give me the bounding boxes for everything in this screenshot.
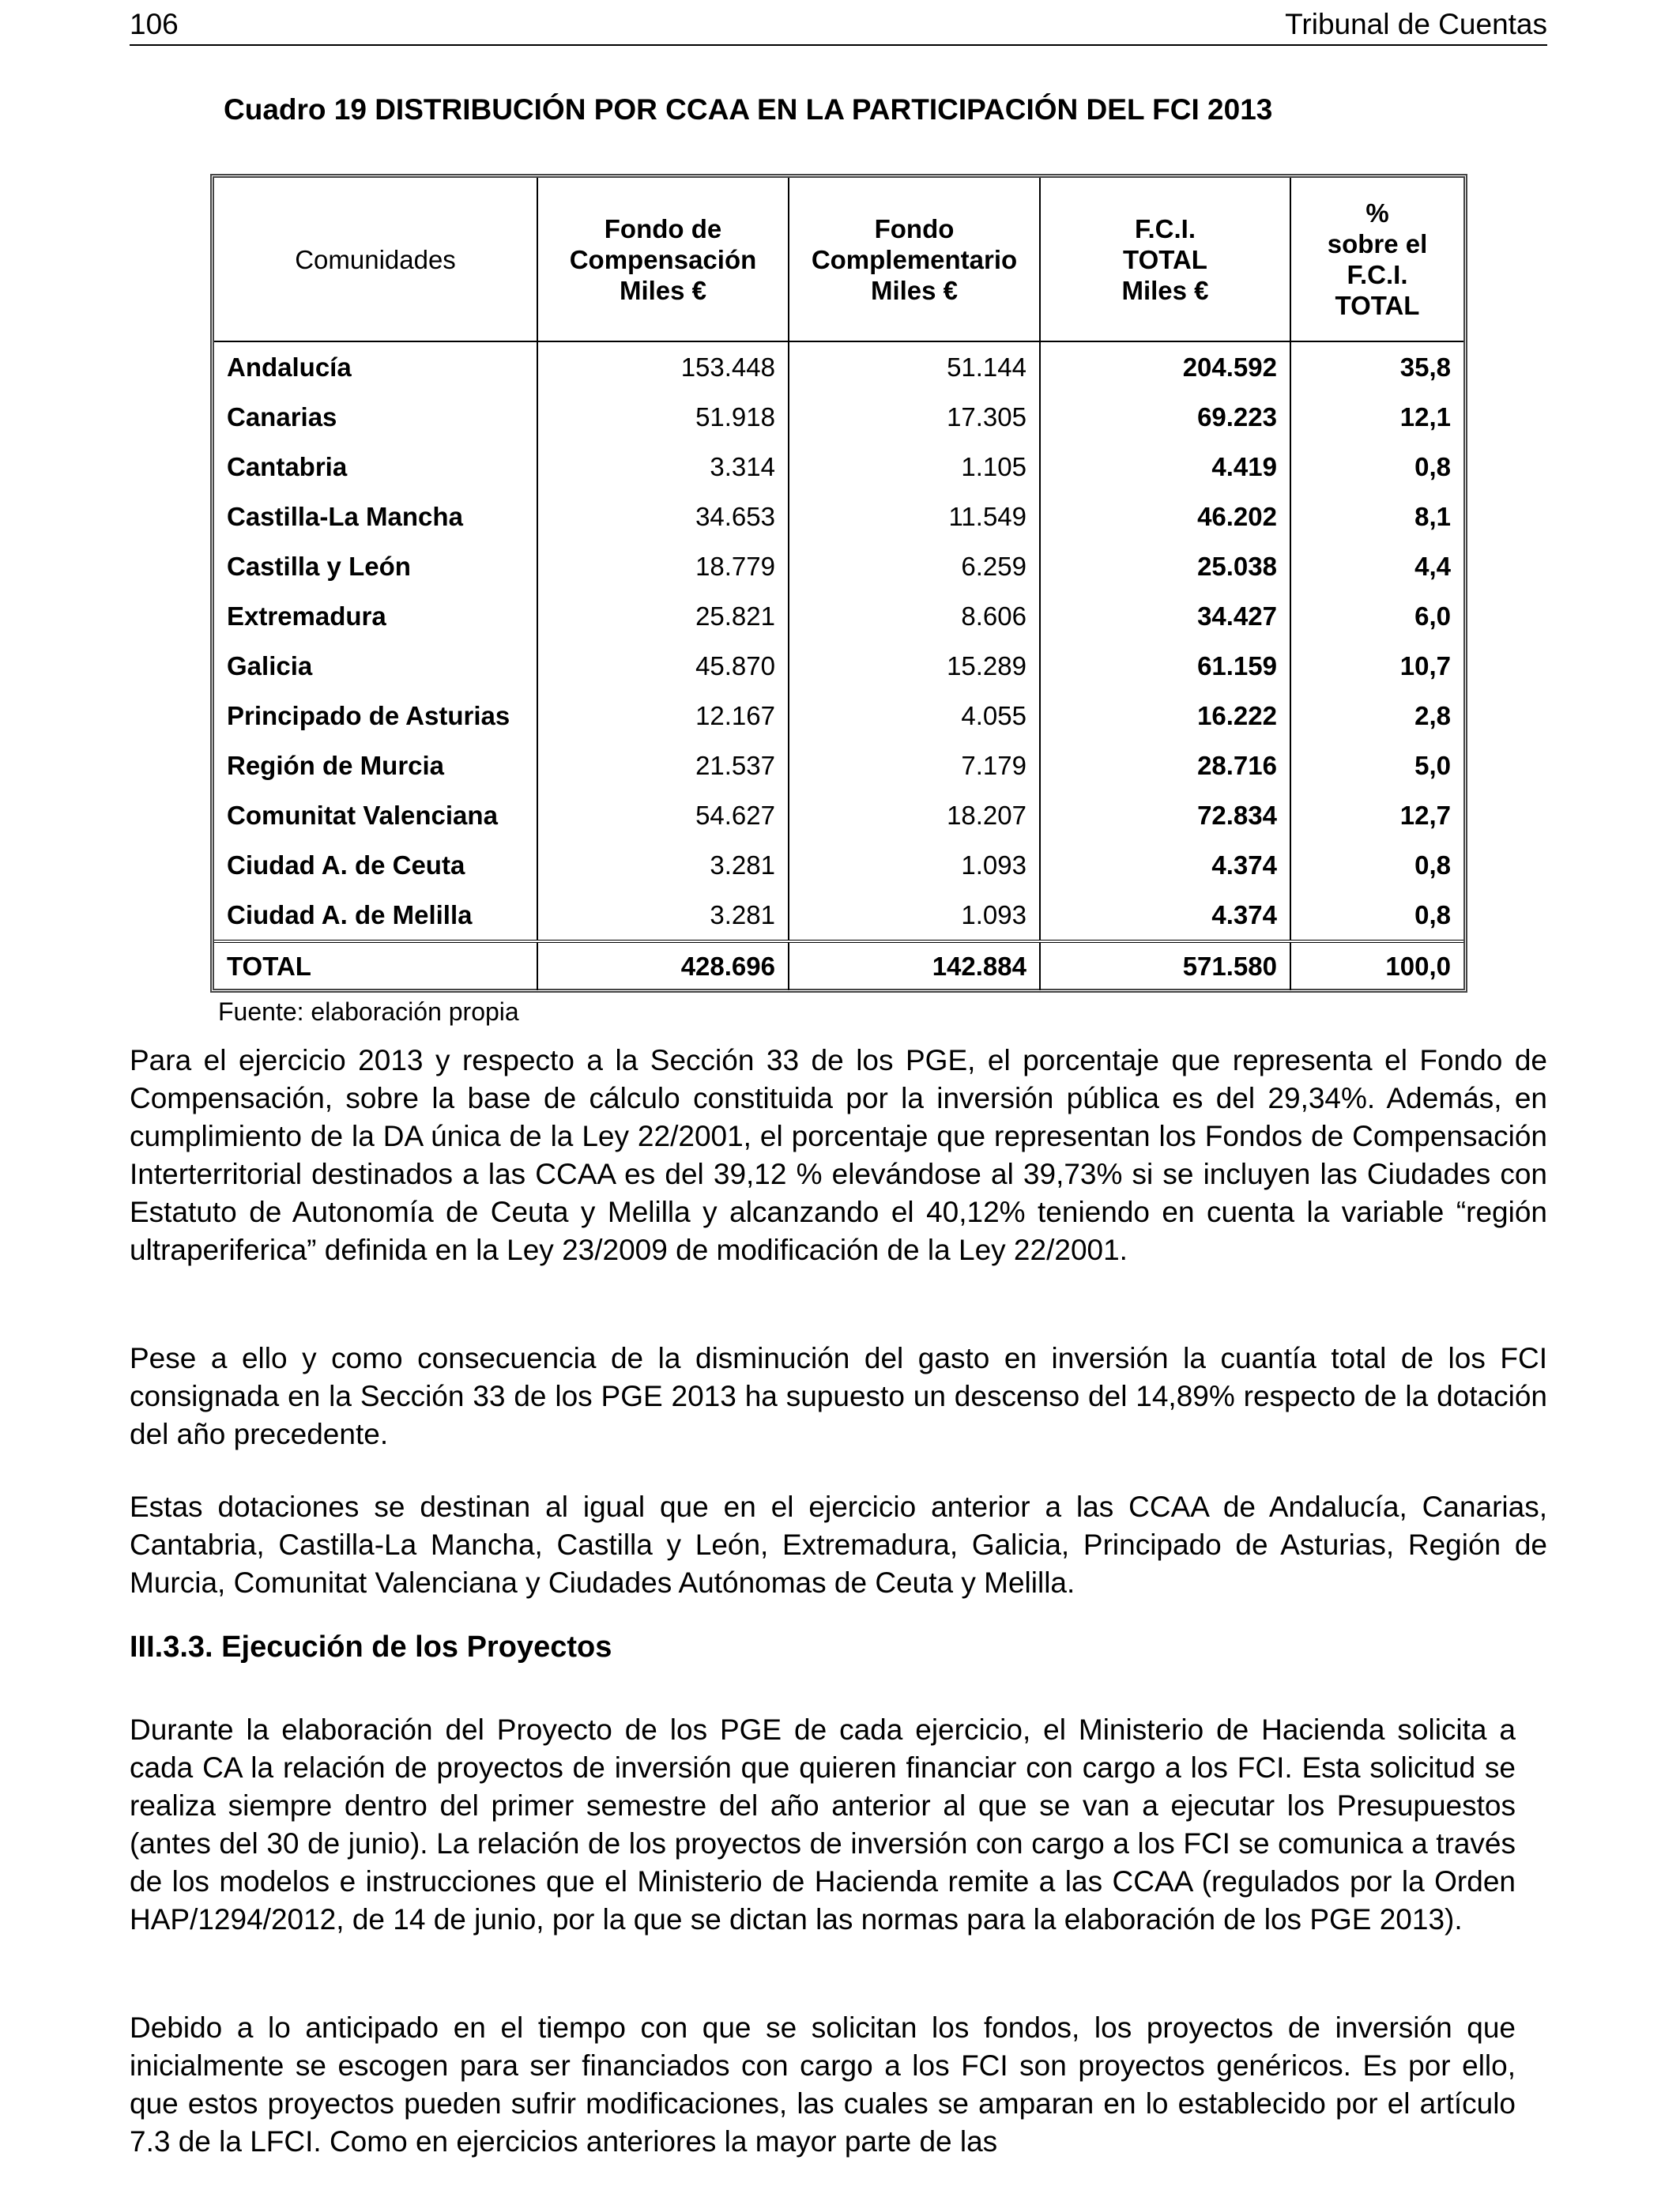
cell-percent: 35,8 — [1290, 341, 1463, 392]
cell-fondo-complementario: 51.144 — [789, 341, 1040, 392]
cell-fondo-complementario: 17.305 — [789, 392, 1040, 442]
fci-distribution-table — [210, 174, 1467, 993]
header-line: F.C.I. — [1134, 213, 1196, 243]
header-line: TOTAL — [1123, 244, 1207, 274]
header-line: F.C.I. — [1347, 260, 1408, 289]
header-line: Compensación — [569, 244, 757, 274]
table-row — [214, 341, 1463, 392]
header-comunidades: Comunidades — [214, 178, 537, 341]
table-row — [214, 840, 1463, 890]
cell-fci-total: 61.159 — [1040, 641, 1290, 691]
body-paragraph: Pese a ello y como consecuencia de la disminución del gasto en inversión la cuantía total de los FCI consignada en la Sección 33 de los PGE 2013 ha supuesto un descenso del 14,89% respecto de la dotación del año precedente. — [130, 1342, 1547, 1450]
header-line: Miles € — [870, 275, 959, 305]
table-row — [214, 741, 1463, 790]
cell-fondo-complementario: 4.055 — [789, 691, 1040, 741]
cell-total-complementario: 142.884 — [789, 941, 1040, 990]
cell-fondo-complementario: 1.105 — [789, 442, 1040, 492]
cell-fondo-complementario: 15.289 — [789, 641, 1040, 691]
body-paragraph: Debido a lo anticipado en el tiempo con que se solicitan los fondos, los proyectos de inversión que inicialmente se escogen para ser financiados con cargo a los FCI son proyectos genéricos. Es por ello, que estos proyectos pueden sufrir modificaciones, las cuales se amparan en lo establecido por el artículo 7.3 de la LFCI. Como en ejercicios anteriores la mayor parte de las — [130, 2011, 1516, 2158]
cell-fondo-compensacion: 3.281 — [537, 840, 789, 890]
cell-percent: 6,0 — [1290, 591, 1463, 641]
table-row — [214, 541, 1463, 591]
cell-percent: 0,8 — [1290, 890, 1463, 941]
body-paragraph: Estas dotaciones se destinan al igual que en el ejercicio anterior a las CCAA de Andalucía, Canarias, Cantabria, Castilla-La Mancha, Castilla y León, Extremadura, Galicia, Principado de Asturias, Región de Murcia, Comunitat Valenciana y Ciudades Autónomas de Ceuta y Melilla. — [130, 1491, 1547, 1599]
cell-comunidad: Ciudad A. de Ceuta — [227, 850, 465, 880]
cell-total-fci: 571.580 — [1040, 941, 1290, 990]
cell-fondo-complementario: 11.549 — [789, 492, 1040, 541]
cell-percent: 12,7 — [1290, 790, 1463, 840]
cell-comunidad: Andalucía — [227, 352, 352, 382]
cell-fondo-complementario: 1.093 — [789, 890, 1040, 941]
cell-fondo-complementario: 6.259 — [789, 541, 1040, 591]
cell-comunidad: Castilla-La Mancha — [227, 501, 463, 531]
table-row — [214, 641, 1463, 691]
cell-total-label: TOTAL — [214, 941, 537, 990]
cell-percent: 12,1 — [1290, 392, 1463, 442]
cell-fci-total: 4.374 — [1040, 840, 1290, 890]
cell-fci-total: 204.592 — [1040, 341, 1290, 392]
cell-fci-total: 28.716 — [1040, 741, 1290, 790]
body-paragraph: Para el ejercicio 2013 y respecto a la Sección 33 de los PGE, el porcentaje que representa el Fondo de Compensación, sobre la base de cálculo constituida por la inversión pública es del 29,34%. Además, en cumplimiento de la DA única de la Ley 22/2001, el porcentaje que representan los Fondos de Compensación Interterritorial destinados a las CCAA es del 39,12 % elevándose al 39,73% si se incluyen las Ciudades con Estatuto de Autonomía de Ceuta y Melilla y alcanzando el 40,12% teniendo en cuenta la variable “región ultraperiferica” definida en la Ley 23/2009 de modificación de la Ley 22/2001. — [130, 1044, 1547, 1266]
cell-fci-total: 34.427 — [1040, 591, 1290, 641]
body-paragraph: Durante la elaboración del Proyecto de los PGE de cada ejercicio, el Ministerio de Hacienda solicita a cada CA la relación de proyectos de inversión que quieren financiar con cargo a los FCI. Esta solicitud se realiza siempre dentro del primer semestre del año anterior al que se van a ejecutar los Presupuestos (antes del 30 de junio). La relación de los proyectos de inversión con cargo a los FCI se comunica a través de los modelos e instrucciones que el Ministerio de Hacienda remite a las CCAA (regulados por la Orden HAP/1294/2012, de 14 de junio, por la que se dictan las normas para la elaboración de los PGE 2013). — [130, 1713, 1516, 1936]
cell-total-compensacion: 428.696 — [537, 941, 789, 990]
table-row — [214, 691, 1463, 741]
cell-comunidad: Principado de Asturias — [227, 700, 510, 730]
table-row — [214, 591, 1463, 641]
cell-comunidad: Galicia — [227, 650, 313, 680]
header-line: Miles € — [619, 275, 707, 305]
header-line: Miles € — [1121, 275, 1209, 305]
table-row — [214, 392, 1463, 442]
cell-fci-total: 72.834 — [1040, 790, 1290, 840]
cell-fondo-compensacion: 45.870 — [537, 641, 789, 691]
header-line: sobre el — [1327, 229, 1428, 258]
table-row — [214, 492, 1463, 541]
cell-fci-total: 69.223 — [1040, 392, 1290, 442]
cell-percent: 0,8 — [1290, 840, 1463, 890]
cell-fondo-compensacion: 153.448 — [537, 341, 789, 392]
header-fondo-complementario — [789, 178, 1040, 341]
cell-fondo-compensacion: 54.627 — [537, 790, 789, 840]
cell-fondo-complementario: 18.207 — [789, 790, 1040, 840]
header-organization: Tribunal de Cuentas — [1285, 8, 1547, 40]
table-header-row — [214, 178, 1463, 341]
cell-fondo-complementario: 7.179 — [789, 741, 1040, 790]
cell-fci-total: 4.419 — [1040, 442, 1290, 492]
cell-percent: 2,8 — [1290, 691, 1463, 741]
cell-fci-total: 4.374 — [1040, 890, 1290, 941]
table-caption: Cuadro 19 DISTRIBUCIÓN POR CCAA EN LA PARTICIPACIÓN DEL FCI 2013 — [224, 93, 1273, 126]
cell-comunidad: Canarias — [227, 401, 337, 432]
cell-percent: 10,7 — [1290, 641, 1463, 691]
table-total-row — [214, 941, 1463, 990]
cell-fondo-compensacion: 3.314 — [537, 442, 789, 492]
cell-comunidad: Ciudad A. de Melilla — [227, 899, 473, 929]
table-row — [214, 890, 1463, 941]
cell-fondo-compensacion: 21.537 — [537, 741, 789, 790]
section-heading: III.3.3. Ejecución de los Proyectos — [130, 1630, 612, 1664]
cell-fci-total: 16.222 — [1040, 691, 1290, 741]
header-line: Complementario — [811, 244, 1018, 274]
cell-comunidad: Extremadura — [227, 601, 386, 631]
table-row — [214, 790, 1463, 840]
header-fondo-compensacion — [537, 178, 789, 341]
cell-total-percent: 100,0 — [1290, 941, 1463, 990]
table-source-note: Fuente: elaboración propia — [218, 997, 519, 1026]
cell-fci-total: 25.038 — [1040, 541, 1290, 591]
header-percent — [1290, 178, 1463, 341]
header-line: % — [1365, 198, 1389, 228]
cell-fondo-complementario: 1.093 — [789, 840, 1040, 890]
header-line: Fondo de — [604, 213, 722, 243]
cell-fondo-compensacion: 3.281 — [537, 890, 789, 941]
cell-comunidad: Cantabria — [227, 451, 348, 481]
cell-fondo-compensacion: 25.821 — [537, 591, 789, 641]
cell-fondo-compensacion: 34.653 — [537, 492, 789, 541]
cell-percent: 0,8 — [1290, 442, 1463, 492]
table-row — [214, 442, 1463, 492]
header-line: TOTAL — [1335, 291, 1420, 320]
page-number: 106 — [130, 8, 179, 40]
cell-comunidad: Castilla y León — [227, 551, 411, 581]
cell-percent: 5,0 — [1290, 741, 1463, 790]
cell-comunidad: Región de Murcia — [227, 750, 445, 780]
cell-fondo-complementario: 8.606 — [789, 591, 1040, 641]
cell-percent: 8,1 — [1290, 492, 1463, 541]
cell-fondo-compensacion: 51.918 — [537, 392, 789, 442]
cell-percent: 4,4 — [1290, 541, 1463, 591]
header-fci-total — [1040, 178, 1290, 341]
cell-fondo-compensacion: 12.167 — [537, 691, 789, 741]
cell-fondo-compensacion: 18.779 — [537, 541, 789, 591]
page-header — [130, 5, 1547, 46]
header-line: Fondo — [874, 213, 955, 243]
cell-fci-total: 46.202 — [1040, 492, 1290, 541]
cell-comunidad: Comunitat Valenciana — [227, 800, 498, 830]
